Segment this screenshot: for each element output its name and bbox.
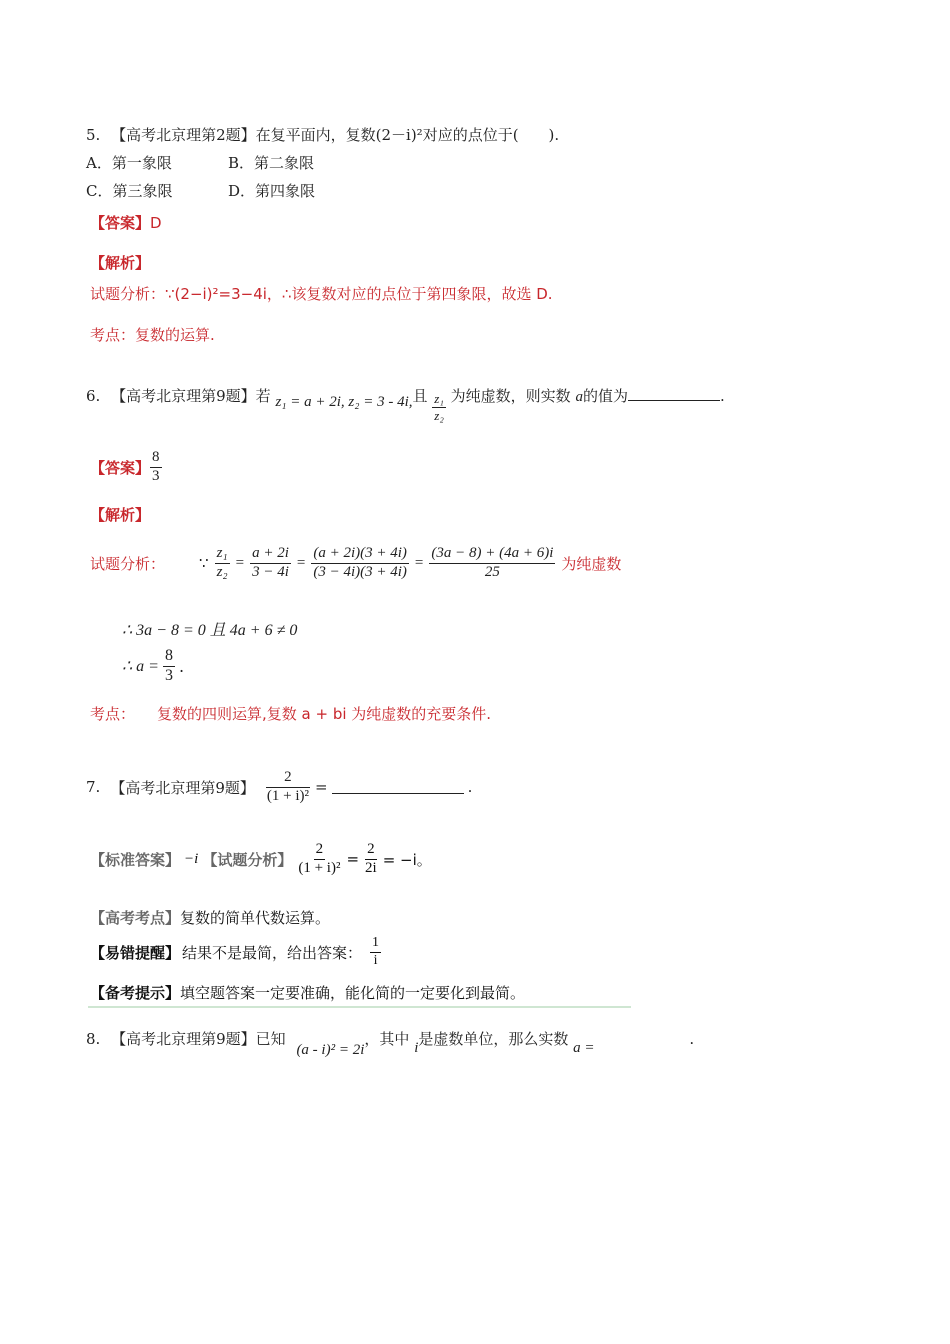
q7-error-line [90, 936, 381, 968]
q7-source: 【高考北京理第9题】 [110, 778, 255, 797]
q7-frac-den: (1 + i)² [266, 787, 309, 804]
q7-ana-frac1-num: 2 [314, 842, 326, 860]
q6-answer [90, 450, 162, 485]
q7-ana-frac2-num: 2 [365, 842, 377, 860]
q7-point: 复数的简单代数运算。 [180, 909, 331, 927]
q6-z-definitions: z₁ = a + 2i, z₂ = 3 - 4i, [275, 394, 413, 411]
q7-error-num: 1 [370, 936, 381, 953]
q6-sol-frac4 [429, 546, 555, 581]
q7-eq: = [314, 778, 328, 797]
q6-number: 6. [86, 387, 101, 406]
q6-step3-frac [163, 648, 175, 685]
q5-option-d: D．第四象限 [228, 182, 316, 200]
q6-because: ∵ [199, 555, 209, 572]
q6-sol-frac2-den: 3 − 4i [252, 563, 289, 580]
q6-step2: ∴ 3a − 8 = 0 且 4a + 6 ≠ 0 [122, 622, 298, 639]
q6-solution-line1 [90, 546, 621, 581]
q5-number: 5. [86, 126, 101, 144]
q6-sol-frac3 [311, 546, 409, 581]
q7-ana-frac1 [296, 842, 342, 877]
q6-sol-frac2 [250, 546, 291, 581]
q7-divider [88, 1006, 631, 1008]
q6-analysis-tag: 【解析】 [90, 506, 151, 524]
q5-kaodian: 考点：复数的运算. [90, 326, 215, 344]
q8-number: 8. [86, 1030, 101, 1048]
q6-kaodian-label: 考点： [90, 705, 136, 723]
q8-answer-blank [599, 1032, 689, 1044]
q6-step3-den: 3 [164, 666, 173, 684]
q6-answer-fraction [150, 450, 162, 485]
q6-stem-and: 且 [412, 387, 428, 406]
q6-source: 【高考北京理第9题】 [111, 387, 256, 406]
q6-answer-tag: 【答案】 [90, 458, 151, 477]
q5-analysis: 试题分析：∵(2−i)²=3−4i，∴该复数对应的点位于第四象限，故选 D. [90, 285, 553, 303]
q6-sol-frac2-num: a + 2i [250, 546, 291, 564]
q6-sol-frac3-num: (a + 2i)(3 + 4i) [311, 546, 409, 564]
q8-var-i: i [414, 1040, 419, 1056]
q8-stem-mid: ，其中 [364, 1030, 410, 1048]
q6-period: . [719, 387, 725, 406]
q7-ana-end: = −i。 [382, 850, 432, 869]
q6-sol-frac1-den: z₂ [216, 563, 228, 580]
q6-sol-frac4-den: 25 [484, 563, 500, 580]
q6-stem-post: 为纯虚数，则实数 [450, 387, 571, 406]
q7-point-tag: 【高考考点】 [90, 909, 181, 927]
q5-stem: 在复平面内，复数(2－i)²对应的点位于( ). [255, 126, 560, 144]
q6-sol-frac1 [215, 546, 230, 581]
q5-stem-line [86, 124, 559, 145]
q6-var-a: a [575, 389, 583, 406]
q7-period: . [467, 778, 473, 797]
q7-number: 7. [86, 778, 101, 797]
q7-std-tag: 【标准答案】 [90, 850, 181, 869]
q5-source: 【高考北京理第2题】 [111, 126, 256, 144]
q8-source: 【高考北京理第9题】 [111, 1030, 256, 1048]
q7-ana-frac1-den: (1 + i)² [298, 859, 341, 876]
q7-point-line [90, 907, 330, 928]
q6-sol-frac4-num: (3a − 8) + (4a + 6)i [429, 546, 555, 564]
q6-answer-den: 3 [152, 467, 160, 484]
q5-analysis-tag: 【解析】 [90, 254, 151, 272]
q6-analysis-label: 试题分析： [90, 554, 166, 573]
q8-expr: (a - i)² = 2i [296, 1042, 365, 1058]
q6-step3-end: . [178, 656, 185, 676]
q6-kaodian: 复数的四则运算,复数 a + bi 为纯虚数的充要条件. [157, 705, 492, 723]
q5-option-c: C．第三象限 [86, 182, 173, 200]
q6-step3-pre: ∴ a = [122, 658, 159, 676]
q6-sol-frac3-den: (3 − 4i)(3 + 4i) [313, 563, 407, 580]
q6-stem-end: 的值为 [582, 387, 628, 406]
q6-step3-num: 8 [163, 648, 175, 667]
q6-step3 [122, 648, 184, 685]
q8-period: . [689, 1030, 695, 1048]
q7-error-den: i [373, 952, 378, 968]
q7-answer-blank [332, 781, 464, 794]
q7-tip-tag: 【备考提示】 [90, 984, 181, 1002]
q7-std-answer: −i [184, 850, 199, 867]
q7-error-tag: 【易错提醒】 [90, 943, 181, 962]
q7-ana-frac2 [363, 842, 379, 877]
q6-answer-blank [628, 388, 720, 401]
q6-kaodian-line [90, 703, 491, 724]
q7-tip-line [90, 982, 525, 1003]
q7-ana-eq: = [346, 850, 360, 869]
q5-option-b: B．第二象限 [228, 154, 315, 172]
q7-stem-line [86, 770, 472, 805]
q6-stem-line [86, 382, 725, 423]
q7-ana-frac2-den: 2i [365, 859, 377, 876]
q6-eq1: = [235, 554, 245, 571]
q6-sol-tail: 为纯虚数 [561, 554, 622, 573]
q6-answer-num: 8 [150, 450, 162, 468]
q7-ana-tag: 【试题分析】 [202, 850, 293, 869]
q8-stem-line [86, 1028, 695, 1058]
q6-sol-frac1-num: z₁ [215, 546, 230, 564]
q6-eq2: = [296, 554, 306, 571]
q6-stem-pre: 若 [255, 387, 271, 406]
q8-stem-pre: 已知 [255, 1030, 286, 1048]
q6-z-ratio [432, 392, 446, 422]
q5-option-a: A．第一象限 [86, 154, 172, 172]
q7-tip: 填空题答案一定要准确，能化简的一定要化到最简。 [180, 984, 526, 1002]
q7-fraction [265, 770, 311, 805]
q7-error-frac [370, 936, 381, 968]
q8-var-a: a = [573, 1040, 595, 1056]
q6-z-ratio-den: z₂ [434, 407, 444, 423]
q5-answer-tag: 【答案】 [90, 214, 151, 232]
q7-frac-num: 2 [266, 770, 310, 788]
q7-error: 结果不是最简，给出答案： [182, 943, 363, 962]
q7-solution-line [90, 842, 432, 877]
q5-answer-value: D [150, 214, 162, 232]
q6-eq3: = [414, 554, 424, 571]
q5-answer [90, 212, 162, 233]
q6-z-ratio-num: z₁ [434, 391, 444, 406]
q8-stem-post: 是虚数单位，那么实数 [418, 1030, 569, 1048]
